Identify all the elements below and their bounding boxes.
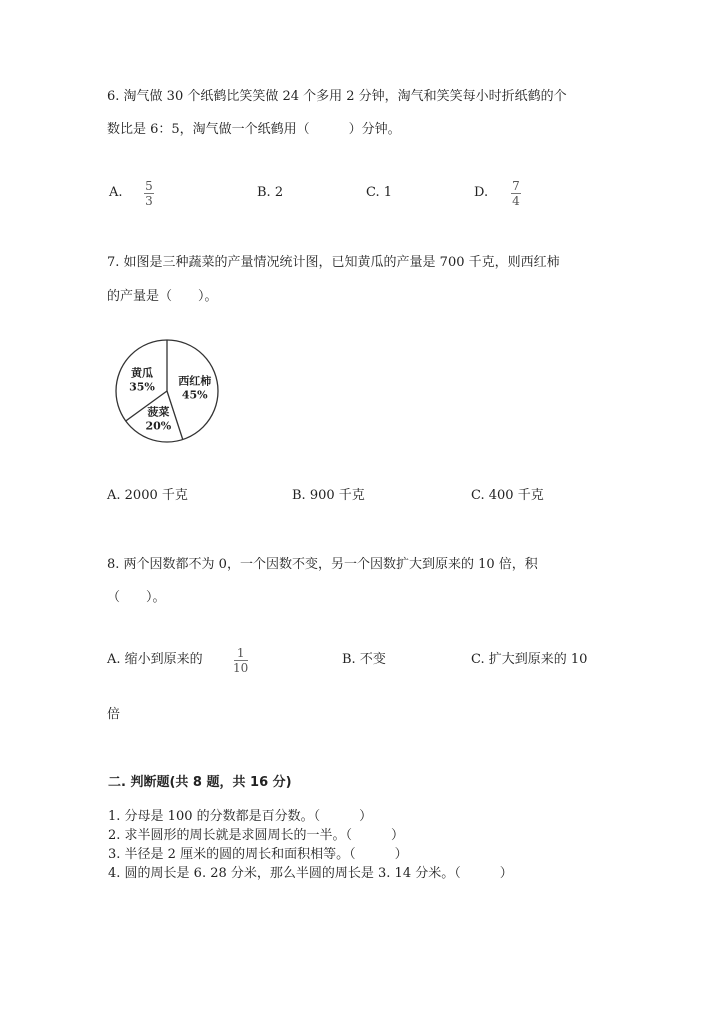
- judge-item: 3. 半径是 2 厘米的圆的周长和面积相等。（ ）: [108, 847, 408, 862]
- judge-item: 1. 分母是 100 的分数都是百分数。（ ）: [108, 809, 373, 824]
- q7-text-line1: 7. 如图是三种蔬菜的产量情况统计图，已知黄瓜的产量是 700 千克，则西红柿: [107, 255, 560, 270]
- numerator: 7: [512, 179, 520, 193]
- numerator: 5: [145, 179, 153, 193]
- q8-option-c: C. 扩大到原来的 10: [471, 652, 588, 667]
- pie-slice-label: 菠菜: [147, 405, 170, 419]
- judge-item: 4. 圆的周长是 6. 28 分米，那么半圆的周长是 3. 14 分米。（ ）: [108, 866, 513, 881]
- q8-text-line2: （ ）。: [107, 590, 166, 605]
- q8-text-line1: 8. 两个因数都不为 0，一个因数不变，另一个因数扩大到原来的 10 倍，积: [107, 557, 538, 572]
- q6-text-line2: 数比是 6：5，淘气做一个纸鹤用（ ）分钟。: [107, 122, 401, 137]
- denominator: 3: [145, 194, 153, 208]
- q8-option-a-fraction: [233, 647, 248, 674]
- section-title: 二. 判断题(共 8 题，共 16 分): [108, 775, 292, 790]
- q7-option-c: C. 400 千克: [471, 488, 544, 503]
- pie-slice-percent: 35%: [129, 380, 155, 394]
- q6-text-line1: 6. 淘气做 30 个纸鹤比笑笑做 24 个多用 2 分钟，淘气和笑笑每小时折纸鹤的个: [107, 89, 567, 104]
- q6-option-b: B. 2: [257, 185, 284, 200]
- q7-option-b: B. 900 千克: [292, 488, 365, 503]
- q6-option-a-label: A.: [109, 185, 123, 200]
- numerator: 1: [236, 646, 245, 660]
- q8-option-b: B. 不变: [342, 652, 386, 667]
- pie-slice-label: 黄瓜: [131, 366, 154, 380]
- q7-option-a: A. 2000 千克: [107, 488, 188, 503]
- pie-slice-percent: 20%: [145, 419, 172, 433]
- pie-slice-percent: 45%: [181, 388, 208, 402]
- judge-item: 2. 求半圆形的周长就是求圆周长的一半。（ ）: [108, 828, 405, 843]
- q6-option-c: C. 1: [366, 185, 393, 200]
- q8-option-c-continued: 倍: [107, 707, 121, 722]
- pie-chart: [112, 336, 222, 446]
- q7-text-line2: 的产量是（ ）。: [107, 289, 218, 304]
- q6-option-a-fraction: [144, 180, 154, 207]
- pie-slice-label: 西红柿: [178, 374, 212, 388]
- denominator: 4: [512, 194, 520, 208]
- q6-option-d-fraction: [511, 180, 521, 207]
- q8-option-a: A. 缩小到原来的: [107, 652, 203, 667]
- denominator: 10: [233, 661, 249, 675]
- q6-option-d-label: D.: [474, 185, 489, 200]
